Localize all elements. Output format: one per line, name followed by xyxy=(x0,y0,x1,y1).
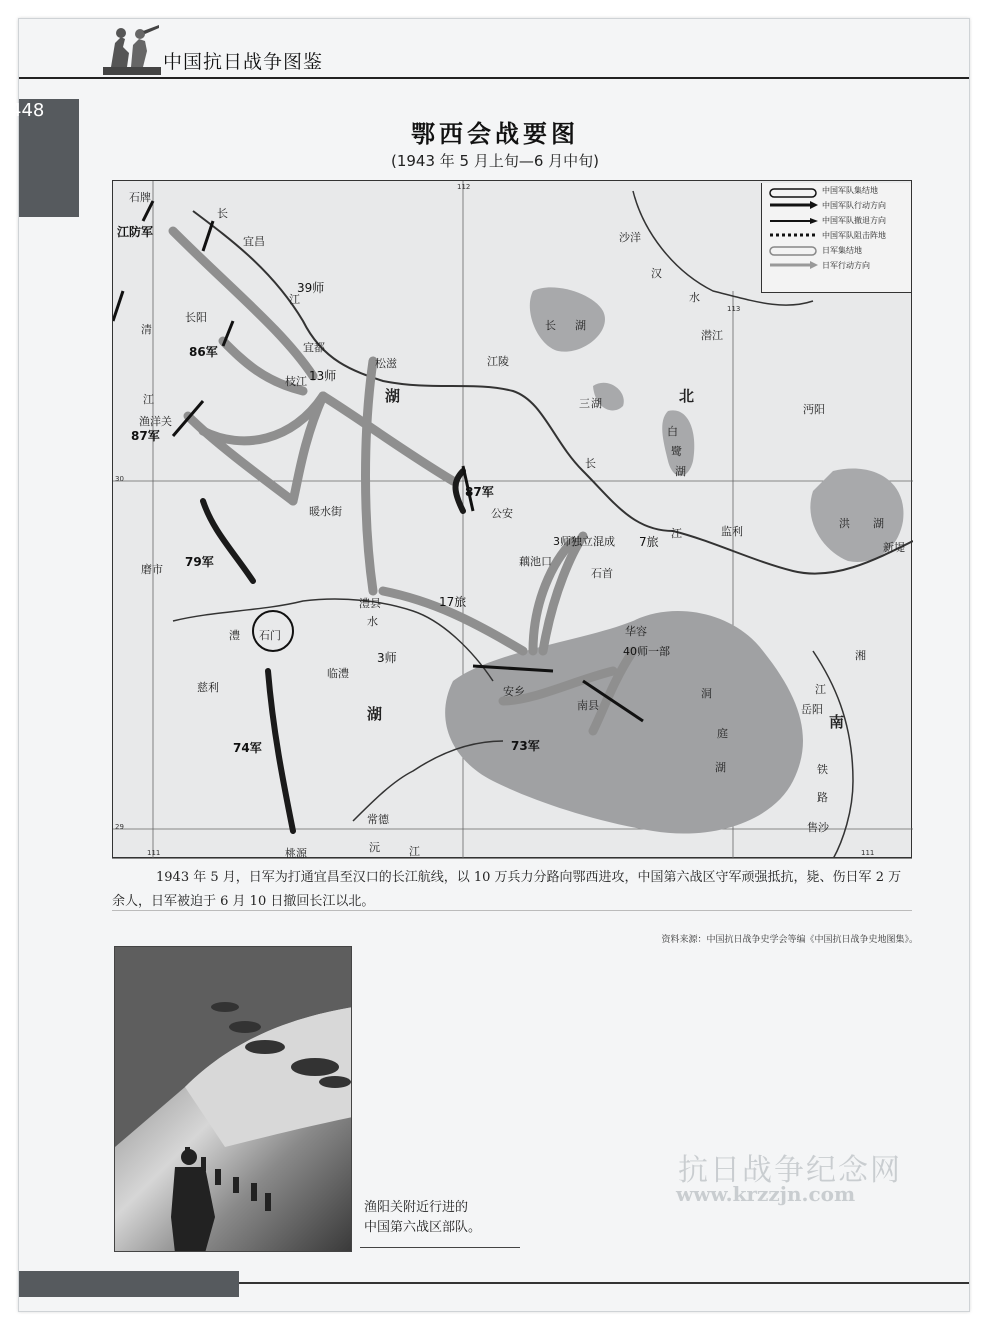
water-label: 长 xyxy=(585,457,596,470)
water-label: 江 xyxy=(815,683,826,696)
footer-tab xyxy=(19,1271,239,1297)
region-label: 北 xyxy=(679,387,695,405)
map-title: 鄂西会战要图 xyxy=(411,119,579,148)
water-label: 鹭 xyxy=(671,445,682,458)
unit-label: 87军 xyxy=(465,485,494,499)
legend-item: 中国军队行动方向 xyxy=(822,201,886,210)
water-label: 三 xyxy=(579,397,590,410)
unit-label: 3师 xyxy=(377,651,397,665)
unit-label: 江防军 xyxy=(117,225,154,239)
region-label: 湖 xyxy=(367,705,383,723)
water-label: 湖 xyxy=(873,517,884,530)
historical-photo xyxy=(114,946,352,1252)
place-label: 潜江 xyxy=(701,329,723,342)
place-label: 新堤 xyxy=(883,541,905,554)
unit-label: 39师 xyxy=(297,281,325,295)
place-label: 渔洋关 xyxy=(139,415,172,428)
grid-label: 113 xyxy=(727,305,741,313)
unit-label: 86军 xyxy=(189,345,218,359)
book-title: 中国抗日战争图鉴 xyxy=(163,51,324,73)
place-label: 沙洋 xyxy=(619,231,641,244)
chinese-counterattack-arrows xyxy=(203,471,463,831)
soldier-logo-icon xyxy=(103,23,161,75)
lake-changhu xyxy=(530,287,605,351)
water-label: 水 xyxy=(689,291,700,304)
place-label: 石门 xyxy=(259,629,281,642)
grid-label: 111 xyxy=(861,849,875,857)
water-label: 湖 xyxy=(715,761,726,774)
water-label: 洪 xyxy=(839,517,850,530)
page-header xyxy=(19,19,970,79)
water-label: 汉 xyxy=(651,267,662,280)
place-label: 江陵 xyxy=(487,355,509,368)
place-label: 南县 xyxy=(577,699,599,712)
water-label: 湘 xyxy=(855,649,866,662)
water-label: 长 xyxy=(545,319,556,332)
photo-scene xyxy=(115,947,352,1252)
place-label: 松滋 xyxy=(375,357,397,370)
water-label: 铁 xyxy=(817,763,828,776)
unit-label: 3师独立混成 xyxy=(553,535,615,548)
place-label: 常德 xyxy=(367,813,389,826)
legend-item: 日军行动方向 xyxy=(822,261,870,270)
caption-top-rule xyxy=(112,858,912,859)
place-label: 宜昌 xyxy=(243,235,265,248)
place-label: 暖水街 xyxy=(309,505,342,518)
watermark-url: www.krzzjn.com xyxy=(676,1182,856,1206)
place-label: 公安 xyxy=(491,507,513,520)
place-label: 华容 xyxy=(625,625,647,638)
unit-label: 73军 xyxy=(511,739,540,753)
place-label: 监利 xyxy=(721,525,743,538)
water-label: 路 xyxy=(817,791,828,804)
water-label: 洞 xyxy=(701,687,712,700)
footer-rule xyxy=(239,1282,970,1284)
place-label: 临澧 xyxy=(327,667,349,680)
place-label: 岳阳 xyxy=(801,703,823,716)
place-label: 澧县 xyxy=(359,597,381,610)
place-label: 宜都 xyxy=(303,341,325,354)
photo-caption xyxy=(364,1198,481,1238)
water-label: 湖 xyxy=(675,465,686,478)
water-label: 清 xyxy=(141,323,152,336)
water-label: 江 xyxy=(289,293,300,306)
place-label: 磨市 xyxy=(141,563,163,576)
water-label: 江 xyxy=(671,527,682,540)
water-label: 澧 xyxy=(229,629,240,642)
place-label: 沔阳 xyxy=(803,403,825,416)
source-note: 资料来源：中国抗日战争史学会等编《中国抗日战争史地图集》。 xyxy=(661,935,918,945)
battle-map xyxy=(112,180,912,858)
grid-label: 112 xyxy=(457,183,471,191)
map-caption: 1943 年 5 月，日军为打通宜昌至汉口的长江航线，以 10 万兵力分路向鄂西进攻，中国第六战区守军顽强抵抗，毙、伤日军 2 万余人，日军被迫于 6 月 10 日撤回长江以北。 xyxy=(112,870,902,909)
place-label: 石牌 xyxy=(129,191,151,204)
water-label: 白 xyxy=(667,425,678,438)
watermark-text: 抗日战争纪念网 xyxy=(678,1153,902,1188)
region-label: 湖 xyxy=(385,387,401,405)
unit-label: 74军 xyxy=(233,741,262,755)
water-label: 水 xyxy=(367,615,378,628)
unit-label: 7旅 xyxy=(639,535,659,549)
map-subtitle: (1943 年 5 月上旬—6 月中旬) xyxy=(390,152,600,170)
unit-label: 17旅 xyxy=(439,595,467,609)
unit-label: 87军 xyxy=(131,429,160,443)
grid-label: 111 xyxy=(147,849,161,857)
place-label: 慈利 xyxy=(197,681,219,694)
place-label: 藕池口 xyxy=(519,555,552,568)
unit-label: 79军 xyxy=(185,555,214,569)
legend-item: 中国军队阻击阵地 xyxy=(822,231,886,240)
place-label: 安乡 xyxy=(503,685,525,698)
grid-label: 30 xyxy=(115,475,124,483)
grid-label: 29 xyxy=(115,823,124,831)
legend-item: 中国军队集结地 xyxy=(822,186,878,195)
page-number: 448 xyxy=(10,100,45,121)
water-label: 江 xyxy=(143,393,154,406)
water-label: 沅 xyxy=(369,841,380,854)
water-label: 江 xyxy=(409,845,420,858)
caption-bottom-rule xyxy=(112,910,912,911)
photo-caption-line: 中国第六战区部队。 xyxy=(364,1220,482,1235)
unit-label: 40师一部 xyxy=(623,645,670,658)
water-label: 湖 xyxy=(575,319,586,332)
water-label: 长 xyxy=(217,207,228,220)
place-label: 枝江 xyxy=(285,375,307,388)
place-label: 桃源 xyxy=(285,847,307,860)
water-label: 湖 xyxy=(591,397,602,410)
region-label: 南 xyxy=(829,713,845,731)
map-legend xyxy=(761,183,911,293)
legend-item: 中国军队撤退方向 xyxy=(822,216,886,225)
photo-caption-line: 渔阳关附近行进的 xyxy=(364,1200,469,1215)
place-label: 长阳 xyxy=(185,311,207,324)
unit-label: 13师 xyxy=(309,369,337,383)
photo-caption-rule xyxy=(360,1247,520,1248)
place-label: 石首 xyxy=(591,567,613,580)
place-label: 售沙 xyxy=(807,821,829,834)
water-label: 庭 xyxy=(717,727,728,740)
legend-item: 日军集结地 xyxy=(822,246,862,255)
